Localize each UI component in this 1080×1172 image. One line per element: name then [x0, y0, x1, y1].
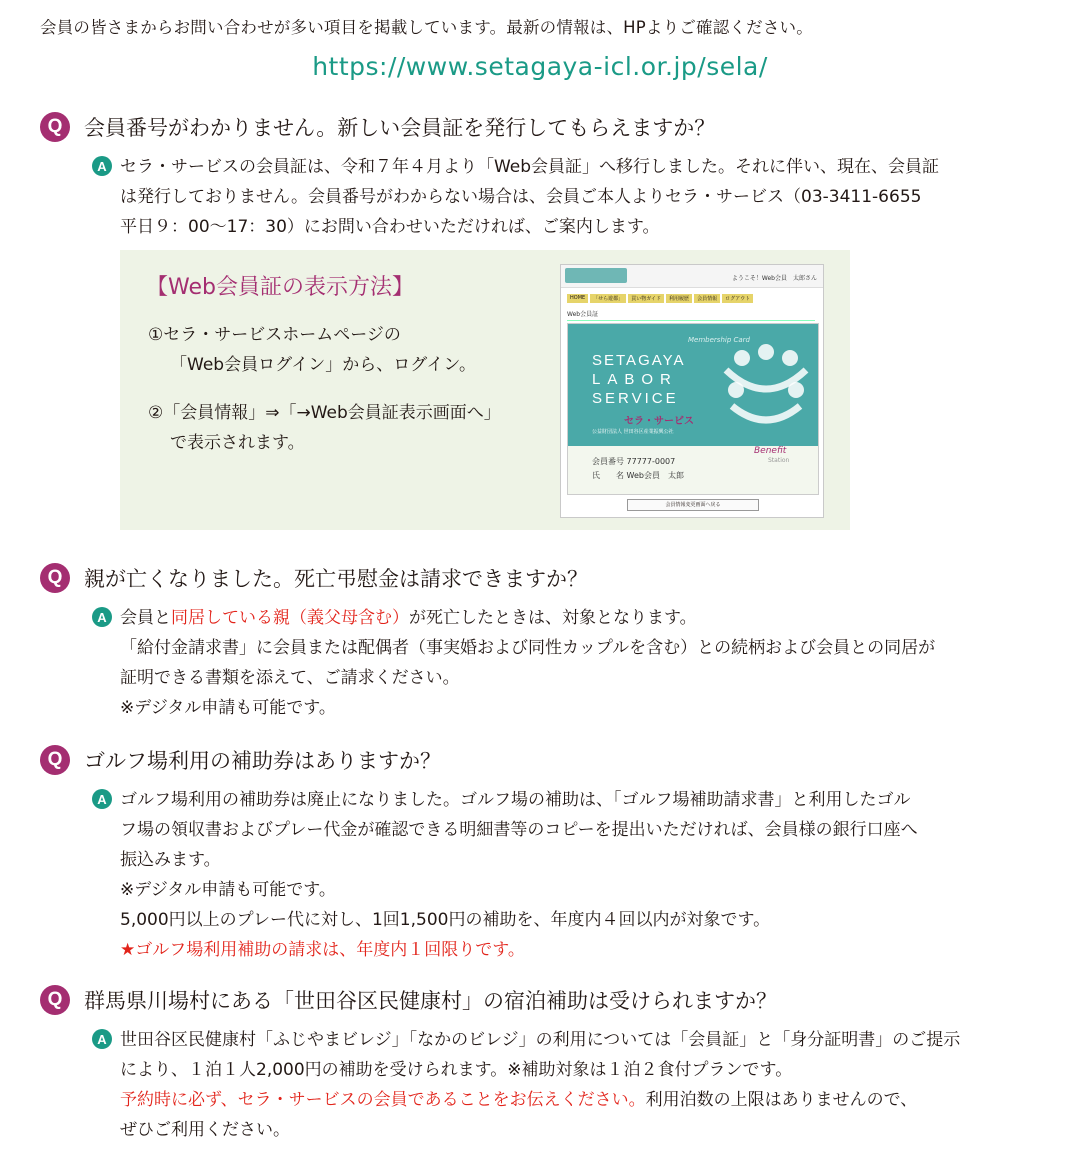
site-header: [561, 265, 823, 288]
q-badge: Q: [40, 745, 70, 775]
nav-history[interactable]: 利用履歴: [666, 294, 692, 303]
card-org: 公益財団法人 世田谷区産業振興公社: [592, 429, 674, 435]
answer-line: 5,000円以上のプレー代に対し、1回1,500円の補助を、年度内４回以内が対象です。: [120, 910, 771, 930]
station-logo: Station: [768, 457, 790, 464]
question-text: ゴルフ場利用の補助券はありますか？: [84, 749, 441, 773]
answer-highlight: 予約時に必ず、セラ・サービスの会員であることをお伝えください。: [120, 1090, 646, 1110]
answer-text: [120, 785, 1040, 965]
qa-membership-number: [40, 112, 1050, 242]
q-badge: Q: [40, 112, 70, 142]
nav-serayuto[interactable]: 「せら遊都」: [590, 294, 626, 303]
welcome-text: ようこそ！Web会員 太郎さん: [731, 275, 817, 282]
answer-text: [120, 603, 1040, 723]
step-line: 「Web会員ログイン」から、ログイン。: [170, 355, 477, 375]
answer-line: セラ・サービスの会員証は、令和７年４月より「Web会員証」へ移行しました。それに伴い、現在、会員証: [120, 157, 940, 177]
answer-line: 平日９：00～17：30）にお問い合わせいただければ、ご案内します。: [120, 217, 660, 237]
qa-kenkomura: [40, 985, 1050, 1145]
answer-line: ※デジタル申請も可能です。: [120, 880, 336, 900]
answer-line: ※デジタル申請も可能です。: [120, 698, 336, 718]
nav-home[interactable]: HOME: [567, 294, 588, 303]
card-frame: [567, 323, 819, 495]
card-jp-name: セラ・サービス: [624, 416, 694, 427]
answer-text: [120, 1025, 1040, 1145]
answer-span: が死亡したときは、対象となります。: [409, 608, 697, 628]
answer-line: [120, 1085, 1040, 1115]
answer-line: ゴルフ場利用の補助券は廃止になりました。ゴルフ場の補助は、「ゴルフ場補助請求書」と利用したゴル: [120, 790, 911, 810]
a-badge: A: [92, 1029, 112, 1049]
web-card-instructions-box: [120, 250, 850, 530]
answer-text: [120, 152, 1040, 242]
q-badge: Q: [40, 985, 70, 1015]
card-script: Membership Card: [688, 336, 750, 344]
site-nav: [567, 294, 753, 303]
question-text: 親が亡くなりました。死亡弔慰金は請求できますか？: [84, 567, 588, 591]
answer-line: フ場の領収書およびプレー代金が確認できる明細書等のコピーを提出いただければ、会員様の銀行口座へ: [120, 820, 918, 840]
q-badge: Q: [40, 563, 70, 593]
step-2: [148, 398, 501, 458]
box-title: 【Web会員証の表示方法】: [146, 275, 414, 300]
a-badge: A: [92, 607, 112, 627]
answer-line: [120, 603, 1040, 633]
back-button[interactable]: 会員情報変更画面へ戻る: [627, 499, 759, 511]
answer-line: 振込みます。: [120, 850, 221, 870]
answer-span: 会員と: [120, 608, 171, 628]
qa-condolence: [40, 563, 1050, 723]
page-label: Web会員証: [567, 309, 815, 321]
answer-line: ぜひご利用ください。: [120, 1120, 290, 1140]
member-name: 氏 名 Web会員 太郎: [592, 471, 684, 480]
answer-highlight: 同居している親（義父母含む）: [171, 608, 409, 628]
site-logo-icon: [565, 268, 627, 283]
nav-logout[interactable]: ログアウト: [722, 294, 753, 303]
web-card-screenshot: [560, 264, 824, 518]
a-badge: A: [92, 156, 112, 176]
card-line3: SERVICE: [592, 390, 679, 407]
answer-line: 証明できる書類を添えて、ご請求ください。: [120, 668, 460, 688]
answer-line: 「給付金請求書」に会員または配偶者（事実婚および同性カップルを含む）との続柄および会員との同居が: [120, 638, 936, 658]
intro-text: 会員の皆さまからお問い合わせが多い項目を掲載しています。最新の情報は、HPよりご確認ください。: [40, 18, 813, 37]
card-line2: LABOR: [592, 371, 678, 388]
member-number: 会員番号 77777-0007: [592, 457, 676, 466]
card-line1: SETAGAYA: [592, 352, 686, 369]
answer-line: により、１泊１人2,000円の補助を受けられます。※補助対象は１泊２食付プランです。: [120, 1060, 793, 1080]
answer-span: 利用泊数の上限はありませんので、: [645, 1090, 918, 1110]
step-1: [148, 320, 476, 380]
answer-line: 世田谷区民健康村「ふじやまビレジ」「なかのビレジ」の利用については「会員証」と「身分証明書」のご提示: [120, 1030, 961, 1050]
people-logo-icon: [718, 338, 814, 434]
question-text: 会員番号がわかりません。新しい会員証を発行してもらえますか？: [84, 116, 716, 140]
a-badge: A: [92, 789, 112, 809]
question-text: 群馬県川場村にある「世田谷区民健康村」の宿泊補助は受けられますか？: [84, 989, 777, 1013]
step-line: ②「会員情報」⇒「→Web会員証表示画面へ」: [148, 403, 501, 423]
step-line: ①セラ・サービスホームページの: [148, 325, 401, 345]
answer-line: は発行しておりません。会員番号がわからない場合は、会員ご本人よりセラ・サービス（03-3411-6655: [120, 187, 922, 207]
answer-highlight: ★ゴルフ場利用補助の請求は、年度内１回限りです。: [120, 940, 525, 960]
qa-golf: [40, 745, 1050, 965]
benefit-logo: Benefit: [754, 446, 787, 456]
step-line: で表示されます。: [170, 433, 305, 453]
nav-shopping[interactable]: 買い物ガイド: [628, 294, 664, 303]
website-link[interactable]: https://www.setagaya-icl.or.jp/sela/: [312, 52, 768, 81]
nav-member-info[interactable]: 会員情報: [694, 294, 720, 303]
